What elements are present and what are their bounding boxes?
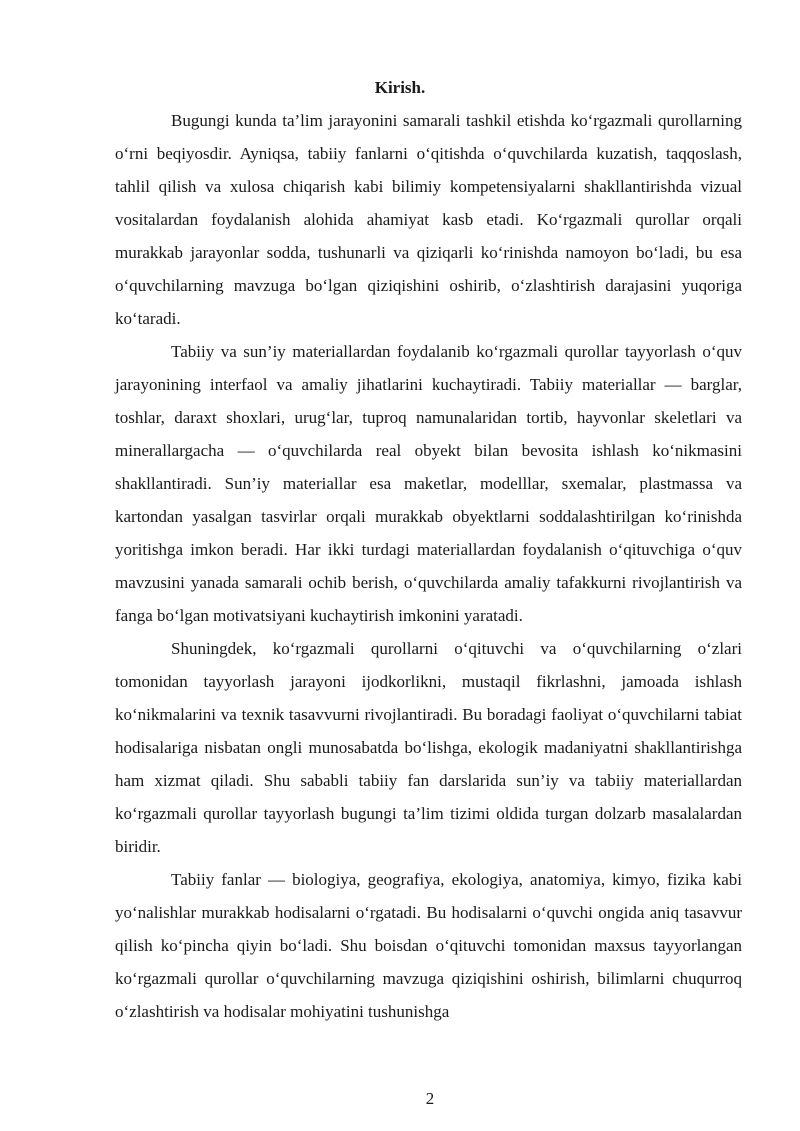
paragraph-4: Tabiiy fanlar — biologiya, geografiya, ekologiya, anatomiya, kimyo, fizika kabi yo‘nalishlar murakkab hodisalarni o‘rgatadi. Bu hodisalarni o‘quvchi ongida aniq tasavvur qilish ko‘pincha qiyin bo‘ladi. Shu boisdan o‘qituvchi tomonidan maxsus tayyorlangan ko‘rgazmali qurollar o‘quvchilarning mavzuga qiziqishini oshirish, bilimlarni chuqurroq o‘zlashtirish va hodisalar mohiyatini tushunishga [115,870,742,1021]
document-body [115,104,742,1028]
page-number: 2 [425,1089,435,1108]
paragraph-1: Bugungi kunda ta’lim jarayonini samarali tashkil etishda ko‘rgazmali qurollarning o‘rni beqiyosdir. Ayniqsa, tabiiy fanlarni o‘qitishda o‘quvchilarda kuzatish, taqqoslash, tahlil qilish va xulosa chiqarish kabi bilimiy kompetensiyalarni shakllantirishda vizual vositalardan foydalanish alohida ahamiyat kasb etadi. Ko‘rgazmali qurollar orqali murakkab jarayonlar sodda, tushunarli va qiziqarli ko‘rinishda namoyon bo‘ladi, bu esa o‘quvchilarning mavzuga bo‘lgan qiziqishini oshirib, o‘zlashtirish darajasini yuqoriga ko‘taradi. [115,111,742,328]
paragraph-3: Shuningdek, ko‘rgazmali qurollarni o‘qituvchi va o‘quvchilarning o‘zlari tomonidan tayyorlash jarayoni ijodkorlikni, mustaqil fikrlashni, jamoada ishlash ko‘nikmalarini va texnik tasavvurni rivojlantiradi. Bu boradagi faoliyat o‘quvchilarni tabiat hodisalariga nisbatan ongli munosabatda bo‘lishga, ekologik madaniyatni shakllantirishga ham xizmat qiladi. Shu sababli tabiiy fan darslarida sun’iy va tabiiy materiallardan ko‘rgazmali qurollar tayyorlash bugungi ta’lim tizimi oldida turgan dolzarb masalalardan biridir. [115,639,742,856]
section-title: Kirish. [374,78,426,97]
paragraph-2: Tabiiy va sun’iy materiallardan foydalanib ko‘rgazmali qurollar tayyorlash o‘quv jarayonining interfaol va amaliy jihatlarini kuchaytiradi. Tabiiy materiallar — barglar, toshlar, daraxt shoxlari, urug‘lar, tuproq namunalaridan tortib, hayvonlar skeletlari va minerallargacha — o‘quvchilarda real obyekt bilan bevosita ishlash ko‘nikmasini shakllantiradi. Sun’iy materiallar esa maketlar, modelllar, sxemalar, plastmassa va kartondan yasalgan tasvirlar orqali murakkab obyektlarni soddalashtirilgan ko‘rinishda yoritishga imkon beradi. Har ikki turdagi materiallardan foydalanish o‘qituvchiga o‘quv mavzusini yanada samarali ochib berish, o‘quvchilarda amaliy tafakkurni rivojlantirish va fanga bo‘lgan motivatsiyani kuchaytirish imkonini yaratadi. [115,342,742,625]
